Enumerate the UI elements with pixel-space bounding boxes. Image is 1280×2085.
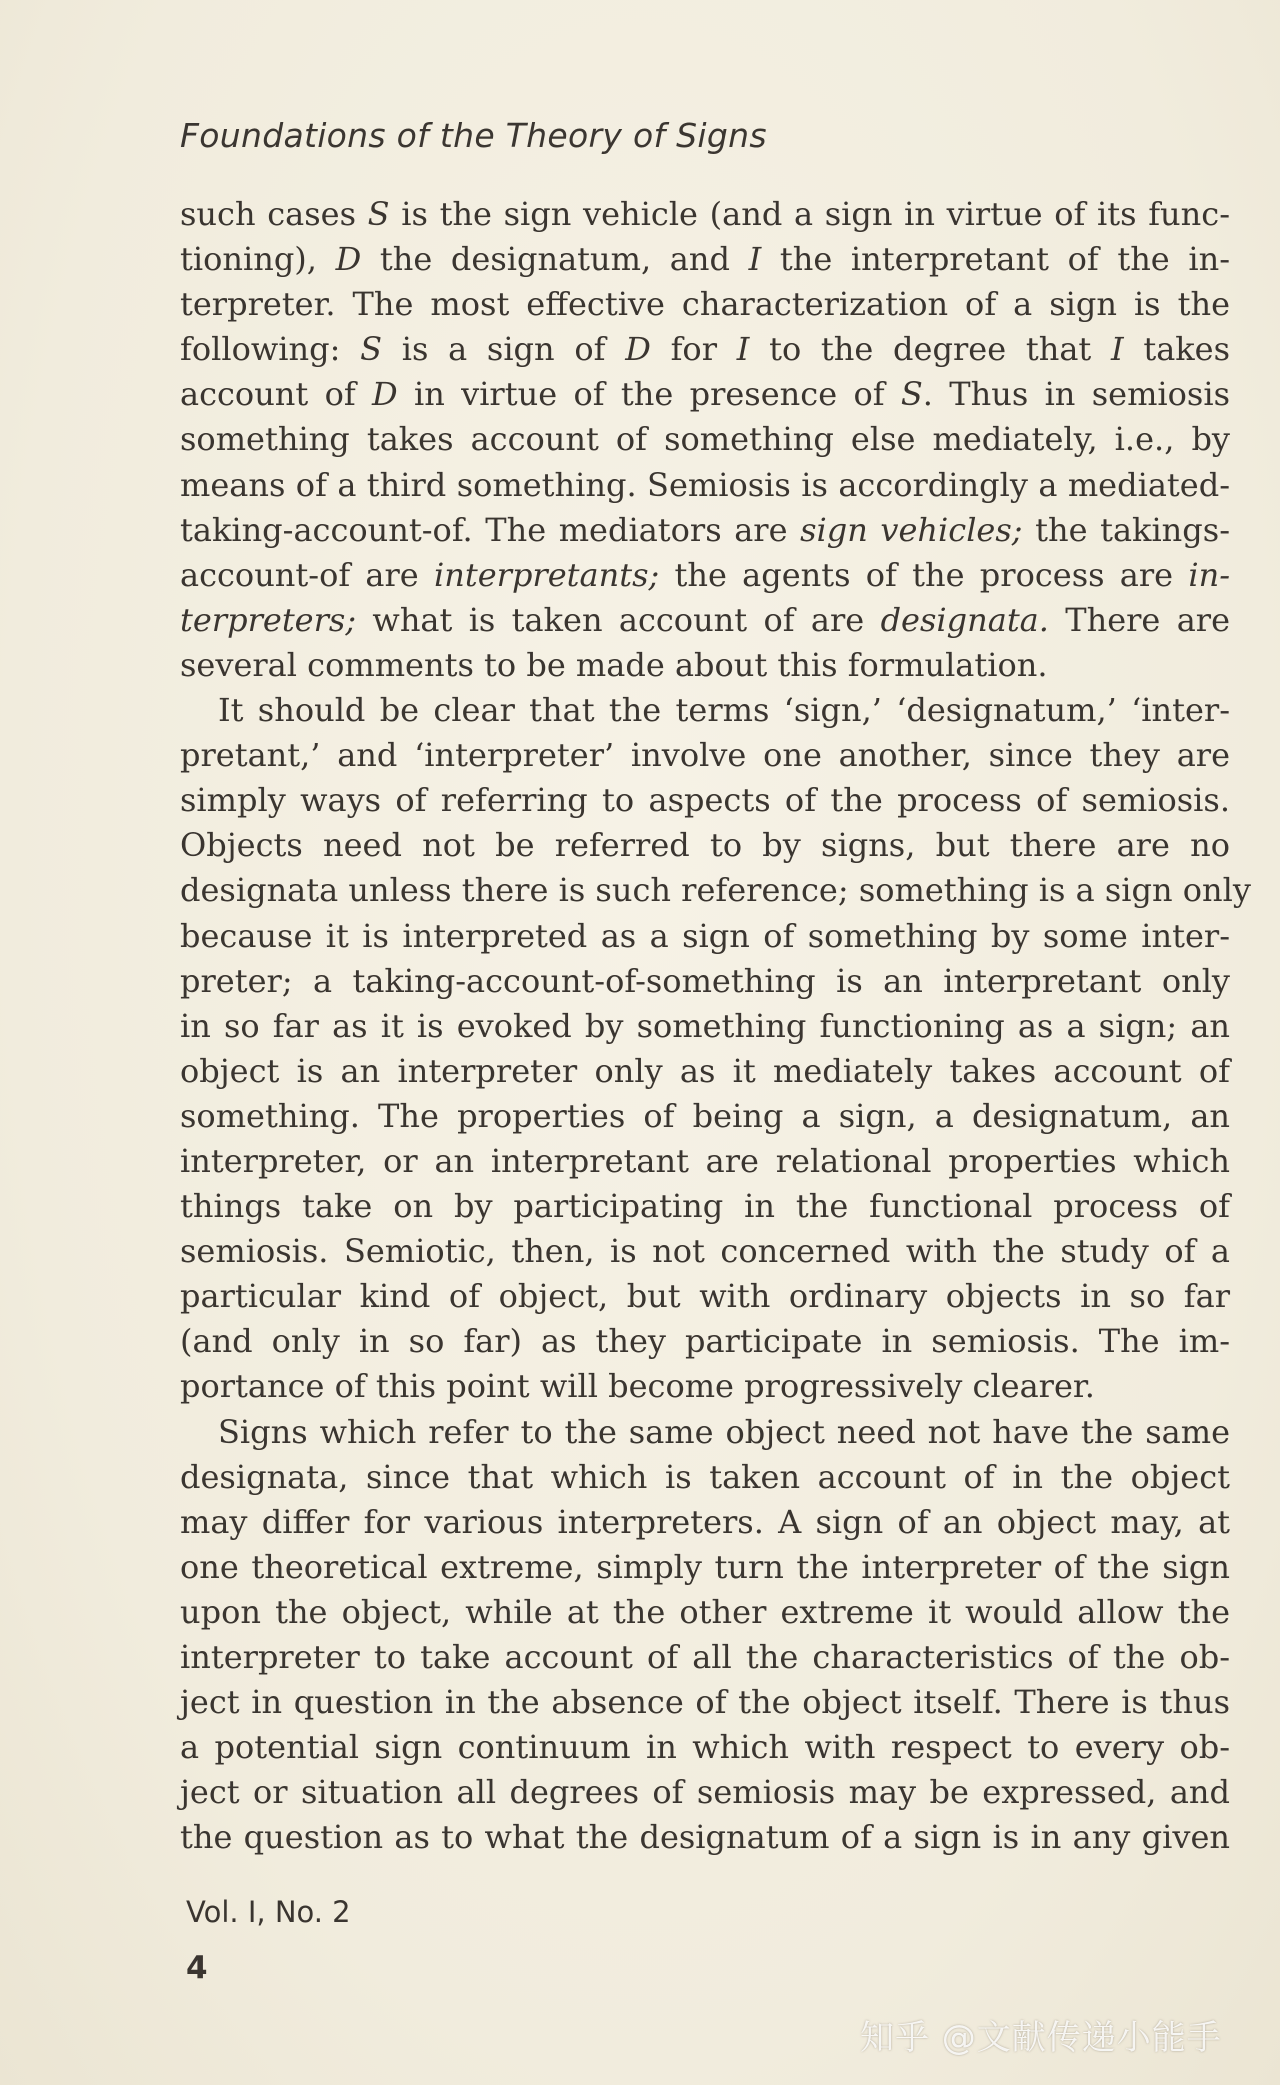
text-line: things take on by participating in the functional process of xyxy=(180,1187,1230,1226)
text-line: such cases S is the sign vehicle (and a sign in virtue of its func- xyxy=(180,195,1231,233)
text-line: may differ for various interpreters. A sign of an object may, at xyxy=(180,1502,1230,1541)
text-line: designata, since that which is taken account of in the object xyxy=(180,1457,1230,1496)
text-line: Signs which refer to the same object need not have the same xyxy=(218,1412,1230,1451)
text-line: portance of this point will become progressively clearer. xyxy=(180,1367,1095,1406)
text-line: the question as to what the designatum of a sign is in any given xyxy=(180,1818,1230,1857)
text-line: something. The properties of being a sign, a designatum, an xyxy=(180,1096,1230,1135)
text-line: means of a third something. Semiosis is accordingly a mediated- xyxy=(180,465,1230,504)
text-line: one theoretical extreme, simply turn the interpreter of the sign xyxy=(180,1547,1230,1586)
text-line: preter; a taking-account-of-something is an interpretant only xyxy=(180,961,1230,1000)
text-line: ject in question in the absence of the object itself. There is thus xyxy=(180,1683,1230,1722)
text-line: account of D in virtue of the presence of S. Thus in semiosis xyxy=(180,375,1231,414)
text-line: taking-account-of. The mediators are sign vehicles; the takings- xyxy=(180,510,1231,549)
text-line: terpreters; what is taken account of are designata. There are xyxy=(180,600,1231,639)
text-line: terpreter. The most effective characterization of a sign is the xyxy=(180,285,1230,324)
text-line: following: S is a sign of D for I to the degree that I takes xyxy=(180,330,1231,369)
text-line: pretant,’ and ‘interpreter’ involve one another, since they are xyxy=(180,736,1230,775)
text-line: interpreter to take account of all the characteristics of the ob- xyxy=(180,1638,1230,1676)
text-line: account-of are interpretants; the agents of the process are in- xyxy=(180,555,1231,594)
text-line: It should be clear that the terms ‘sign,’ ‘designatum,’ ‘inter- xyxy=(218,691,1230,730)
text-line: semiosis. Semiotic, then, is not concerned with the study of a xyxy=(180,1232,1230,1271)
paragraph-3 xyxy=(180,1410,1230,1861)
text-line: a potential sign continuum in which with respect to every ob- xyxy=(180,1728,1230,1767)
paragraph-1 xyxy=(180,192,1230,688)
text-line: interpreter, or an interpretant are relational properties which xyxy=(180,1141,1230,1180)
text-line: Objects need not be referred to by signs, but there are no xyxy=(180,826,1230,865)
text-line: something takes account of something else mediately, i.e., by xyxy=(180,420,1230,459)
watermark-text: 知乎 @文献传递小能手 xyxy=(860,2018,1222,2058)
text-line: simply ways of referring to aspects of the process of semiosis. xyxy=(180,781,1230,820)
text-line: because it is interpreted as a sign of something by some inter- xyxy=(180,916,1230,955)
text-line: ject or situation all degrees of semiosis may be expressed, and xyxy=(180,1773,1230,1812)
text-line: several comments to be made about this formulation. xyxy=(180,645,1048,684)
running-title: Foundations of the Theory of Signs xyxy=(180,116,767,155)
text-line: in so far as it is evoked by something functioning as a sign; an xyxy=(180,1006,1230,1045)
page-number: 4 xyxy=(186,1950,208,1986)
text-line: (and only in so far) as they participate in semiosis. The im- xyxy=(180,1322,1230,1361)
volume-label: Vol. I, No. 2 xyxy=(186,1895,351,1929)
text-line: object is an interpreter only as it mediately takes account of xyxy=(180,1051,1230,1090)
text-line: tioning), D the designatum, and I the interpretant of the in- xyxy=(180,240,1231,279)
text-line: particular kind of object, but with ordinary objects in so far xyxy=(180,1277,1230,1316)
text-line: upon the object, while at the other extreme it would allow the xyxy=(180,1592,1230,1631)
body-text xyxy=(180,192,1251,1860)
paragraph-2 xyxy=(180,688,1251,1410)
text-line: designata unless there is such reference; something is a sign only xyxy=(180,871,1251,910)
